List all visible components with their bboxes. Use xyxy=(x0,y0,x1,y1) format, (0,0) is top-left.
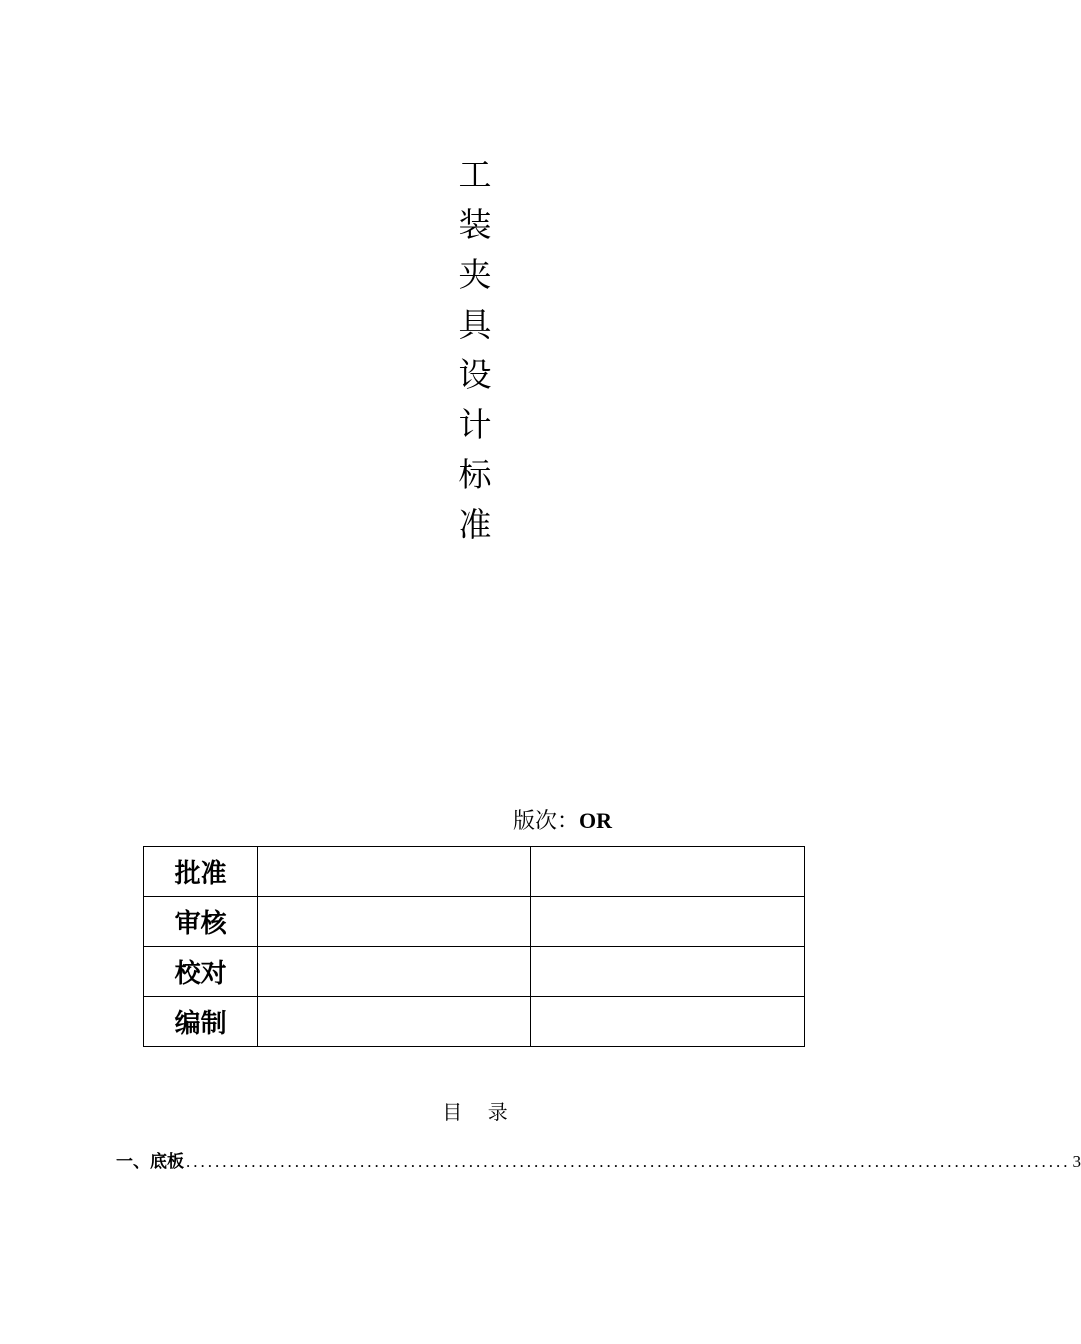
title-char: 具 xyxy=(458,305,492,344)
approval-date-cell xyxy=(531,997,805,1047)
approval-date-cell xyxy=(531,947,805,997)
approval-label: 编制 xyxy=(144,997,258,1047)
version-line xyxy=(513,806,612,837)
approval-date-cell xyxy=(531,897,805,947)
approval-row xyxy=(144,947,805,997)
title-char: 准 xyxy=(458,505,492,544)
approval-signature-cell xyxy=(258,847,531,897)
approval-row xyxy=(144,847,805,897)
approval-label: 校对 xyxy=(144,947,258,997)
title-char: 标 xyxy=(458,455,492,494)
title-char: 工 xyxy=(458,155,492,194)
title-char: 计 xyxy=(458,405,492,444)
approval-signature-cell xyxy=(258,947,531,997)
title-char: 夹 xyxy=(458,255,492,294)
approval-date-cell xyxy=(531,847,805,897)
toc-page-number: 3 xyxy=(1072,1152,1081,1171)
approval-label: 审核 xyxy=(144,897,258,947)
approval-table xyxy=(143,846,805,1047)
approval-label: 批准 xyxy=(144,847,258,897)
version-label: 版次： xyxy=(513,809,580,834)
version-value: OR xyxy=(579,808,613,833)
approval-row xyxy=(144,997,805,1047)
toc-leader-dots: .......................................................................................................................... xyxy=(186,1152,1071,1171)
approval-signature-cell xyxy=(258,997,531,1047)
toc-entry[interactable] xyxy=(116,1150,1081,1174)
title-char: 装 xyxy=(458,205,492,244)
title-char: 设 xyxy=(458,355,492,394)
toc-heading: 目 录 xyxy=(442,1100,508,1124)
approval-signature-cell xyxy=(258,897,531,947)
toc-entry-text: 一、底板 xyxy=(116,1152,184,1172)
approval-row xyxy=(144,897,805,947)
